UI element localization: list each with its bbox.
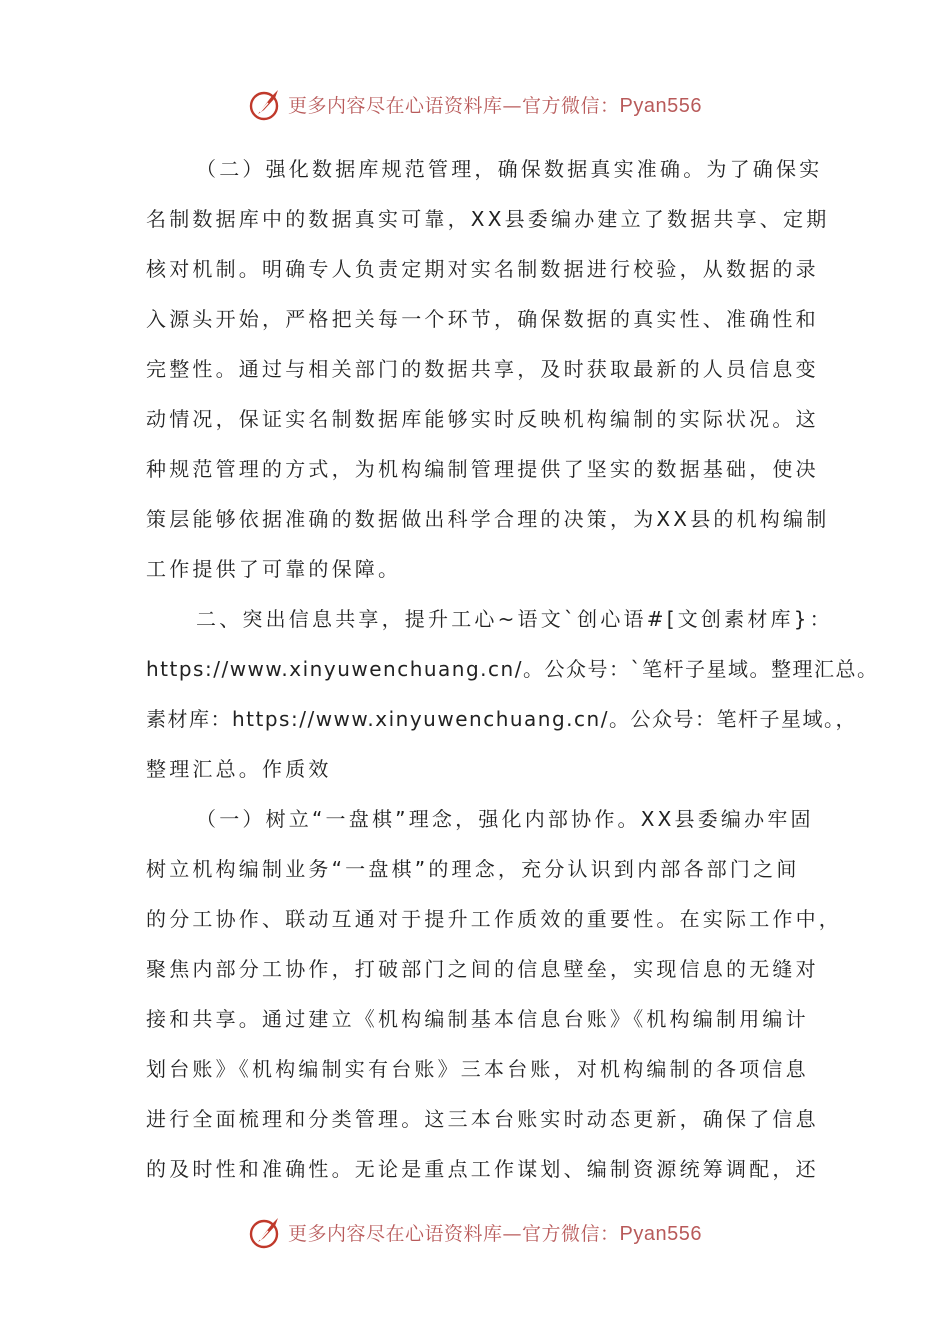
text-line: 划台账》《机构编制实有台账》三本台账，对机构编制的各项信息 [146,1057,809,1081]
text-line: 进行全面梳理和分类管理。这三本台账实时动态更新，确保了信息 [146,1107,819,1131]
section-heading: 二、突出信息共享，提升工心~语文`创心语#[文创素材库}： [196,607,833,631]
text-line: 整理汇总。作质效 [146,757,332,781]
footer-banner-main: 更多内容尽在心语资料库— [288,1222,523,1245]
header-banner-main: 更多内容尽在心语资料库— [288,94,523,117]
text-line: 入源头开始，严格把关每一个环节，确保数据的真实性、准确性和 [146,307,819,331]
text-line: 动情况，保证实名制数据库能够实时反映机构编制的实际状况。这 [146,407,819,431]
text-line: （二）强化数据库规范管理，确保数据真实准确。为了确保实 [196,157,823,181]
text-line: 的分工协作、联动互通对于提升工作质效的重要性。在实际工作中， [146,907,842,931]
text-line: （一）树立“一盘棋”理念，强化内部协作。XX县委编办牢固 [196,807,814,831]
text-line: 接和共享。通过建立《机构编制基本信息台账》《机构编制用编计 [146,1007,809,1031]
text-line: 名制数据库中的数据真实可靠，XX县委编办建立了数据共享、定期 [146,207,830,231]
text-line: 策层能够依据准确的数据做出科学合理的决策，为XX县的机构编制 [146,507,830,531]
text-line: https://www.xinyuwenchuang.cn/。公众号：`笔杆子星域。整理汇总。 [146,657,879,681]
footer-banner-account: Pyan556 [619,1222,702,1245]
text-line: 聚焦内部分工协作，打破部门之间的信息壁垒，实现信息的无缝对 [146,957,819,981]
text-line: 的及时性和准确性。无论是重点工作谋划、编制资源统筹调配，还 [146,1157,819,1181]
header-banner-label: 官方微信： [522,94,620,117]
header-banner-account: Pyan556 [619,94,702,117]
text-line: 种规范管理的方式，为机构编制管理提供了坚实的数据基础，使决 [146,457,819,481]
text-line: 核对机制。明确专人负责定期对实名制数据进行校验，从数据的录 [146,257,819,281]
quill-logo-icon [248,1214,284,1250]
text-line: 树立机构编制业务“一盘棋”的理念，充分认识到内部各部门之间 [146,857,800,881]
footer-banner-label: 官方微信： [522,1222,620,1245]
text-line: 素材库：https://www.xinyuwenchuang.cn/。公众号：笔杆子星域。， [146,707,857,731]
text-line: 完整性。通过与相关部门的数据共享，及时获取最新的人员信息变 [146,357,819,381]
text-line: 工作提供了可靠的保障。 [146,557,402,581]
footer-banner-text [288,1219,702,1246]
footer-banner [0,1212,950,1252]
